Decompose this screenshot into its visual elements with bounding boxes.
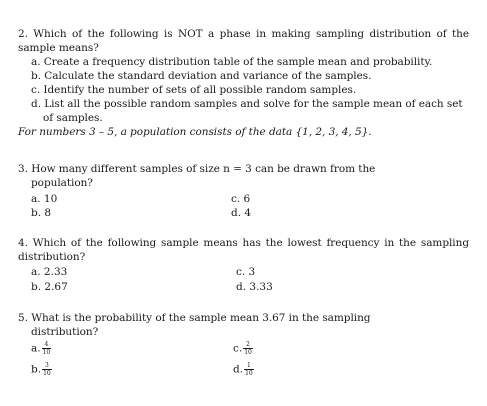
question-3-stem-line-1: 3. How many different samples of size n = 3 can be drawn from the [18,163,376,175]
question-2-option-d-line-1: d. List all the possible random samples and solve for the sample mean of each set [31,98,463,110]
question-4-option-b: b. 2.67 [31,281,68,293]
question-3-option-c: c. 6 [231,193,251,205]
population-intro [18,125,469,139]
question-4-stem-line-1: 4. Which of the following sample means has the lowest frequency in the sampling [18,237,469,249]
fraction-b-numerator: 3 [44,362,49,369]
question-2-option-b: b. Calculate the standard deviation and variance of the samples. [31,70,372,82]
fraction-a-denominator: 10 [42,349,51,356]
question-5-option-b-letter: b. [31,363,42,376]
question-2-option-a: a. Create a frequency distribution table of the sample mean and probability. [31,56,433,68]
question-3 [18,162,398,190]
question-3-option-d: d. 4 [231,207,252,219]
question-5-option-d [233,362,254,377]
fraction-d-denominator: 10 [245,370,253,377]
question-3-stem-line-2: population? [31,177,93,189]
question-5 [18,311,398,339]
question-5-stem-line-1: 5. What is the probability of the sample mean 3.67 in the sampling [18,312,371,324]
question-4-option-a: a. 2.33 [31,266,68,278]
fraction-b [42,362,52,377]
fraction-c-numerator: 2 [246,341,250,348]
fraction-d-numerator: 1 [246,362,251,369]
question-5-option-b [31,362,52,377]
fraction-d [244,362,254,377]
question-4-option-c: c. 3 [236,266,256,278]
fraction-c-denominator: 10 [244,349,252,356]
question-2-option-d-line-2: of samples. [43,112,103,124]
question-2 [18,27,469,55]
question-4-option-d: d. 3.33 [236,281,273,293]
question-2-options [31,55,471,125]
question-2-stem-line-2: sample means? [18,42,99,54]
question-5-option-c [233,341,253,356]
question-3-option-b: b. 8 [31,207,52,219]
fraction-a [42,341,52,356]
fraction-a-numerator: 4 [44,341,49,348]
question-5-option-a-letter: a. [31,342,41,355]
question-2-stem-line-1: 2. Which of the following is NOT a phase in making sampling distribution of the [18,28,469,40]
fraction-b-denominator: 10 [43,370,51,377]
question-5-stem-line-2: distribution? [31,326,99,338]
question-5-option-a [31,341,51,356]
question-4 [18,236,469,264]
question-5-option-d-letter: d. [233,363,244,376]
question-3-option-a: a. 10 [31,193,58,205]
question-5-option-c-letter: c. [233,342,243,355]
question-2-option-c: c. Identify the number of sets of all possible random samples. [31,84,357,96]
question-4-stem-line-2: distribution? [18,251,86,263]
population-intro-text: For numbers 3 – 5, a population consists of the data {1, 2, 3, 4, 5}. [18,126,372,138]
fraction-c [243,341,253,356]
